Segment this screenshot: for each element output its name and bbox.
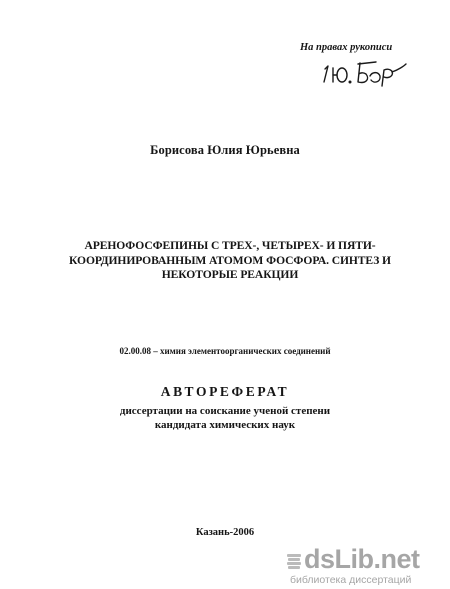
city-year: Казань-2006 [195, 527, 255, 538]
subtitle-line: кандидата химических наук [154, 419, 296, 431]
specialty-code: 02.00.08 – химия элементоорганических соединений [119, 346, 331, 356]
dslib-watermark [286, 544, 448, 588]
title-line: НЕКОТОРЫЕ РЕАКЦИИ [161, 268, 299, 281]
document-type: АВТОРЕФЕРАТ [160, 384, 290, 399]
title-line: АРЕНОФОСФЕПИНЫ С ТРЕХ-, ЧЕТЫРЕХ- И ПЯТИ- [84, 239, 376, 252]
dissertation-title [60, 239, 400, 283]
manuscript-note: На правах рукописи [300, 42, 393, 53]
subtitle-line: диссертации на соискание ученой степени [119, 405, 331, 417]
title-line: КООРДИНИРОВАННЫМ АТОМОМ ФОСФОРА. СИНТЕЗ И [69, 253, 391, 267]
handwritten-signature [318, 56, 408, 88]
watermark-tagline: библиотека диссертаций [290, 574, 412, 586]
document-subtitle [0, 404, 450, 432]
book-stack-icon [286, 553, 302, 571]
watermark-logo: dsLib.net [304, 544, 420, 574]
author-name: Борисова Юлия Юрьевна [150, 143, 300, 157]
